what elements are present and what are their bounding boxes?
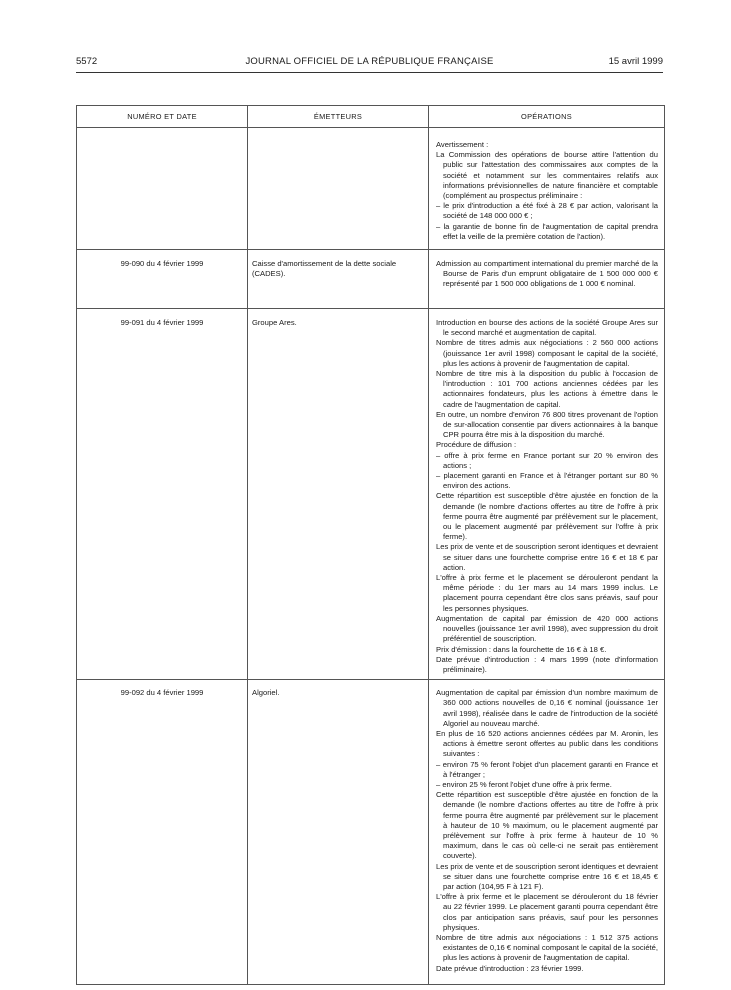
number-date-cell xyxy=(77,309,248,680)
number-date-cell xyxy=(77,128,248,250)
operation-paragraph: En outre, un nombre d'environ 76 800 titres provenant de l'option de sur-allocation consentie par divers actionnaires à la banque CPR pourra être mis à la disposition du marché. xyxy=(436,409,658,440)
operation-paragraph: – offre à prix ferme en France portant sur 20 % environ des actions ; xyxy=(436,450,658,470)
operations-cell xyxy=(429,680,665,985)
emitter-cell xyxy=(248,250,429,309)
operation-paragraph: – environ 25 % feront l'objet d'une offre à prix ferme. xyxy=(436,779,612,789)
table-row xyxy=(77,128,665,250)
operation-paragraph: Avertissement : xyxy=(436,140,489,149)
number-date-text: 99-091 du 4 février 1999 xyxy=(120,318,204,327)
operations-table xyxy=(76,105,665,985)
operation-paragraph: Prix d'émission : dans la fourchette de 16 € à 18 €. xyxy=(436,644,607,654)
operation-paragraph: Nombre de titre admis aux négociations : 1 512 375 actions existantes de 0,16 € nominal composant le capital de la société, plus les actions à provenir de l'augmentation de capital. xyxy=(436,932,658,963)
table-header-row xyxy=(77,106,665,128)
table-row xyxy=(77,309,665,680)
column-header-emitters: ÉMETTEURS xyxy=(248,106,429,128)
operations-cell xyxy=(429,250,665,309)
number-date-text: 99-090 du 4 février 1999 xyxy=(120,259,204,268)
operation-paragraph: Augmentation de capital par émission de 420 000 actions nouvelles (jouissance 1er avril 1998), avec suppression du droit préférentiel de souscription. xyxy=(436,613,658,644)
operation-paragraph: Introduction en bourse des actions de la société Groupe Ares sur le second marché et augmentation de capital. xyxy=(436,318,658,338)
operation-paragraph: Cette répartition est susceptible d'être ajustée en fonction de la demande (le nombre d'actions offertes au titre de l'offre à prix ferme pourra être augmenté par prélèvement sur le placement à hauteur de 10 % maximum, ou le placement augmenté par prélèvement sur l'offre à prix ferme à hauteur de 10 % maximum, dans le cas où celle-ci ne serait pas entièrement couverte). xyxy=(436,790,658,861)
operation-paragraph: – environ 75 % feront l'objet d'un placement garanti en France et à l'étranger ; xyxy=(436,759,658,779)
number-date-cell xyxy=(77,680,248,985)
emitter-text: Caisse d'amortissement de la dette sociale (CADES). xyxy=(252,259,397,279)
operation-paragraph: Augmentation de capital par émission d'un nombre maximum de 360 000 actions nouvelles de 0,16 € nominal (jouissance 1er avril 1998), réalisée dans le cadre de l'introduction de la société Algoriel au nouveau marché. xyxy=(436,688,658,728)
header-rule xyxy=(76,72,663,73)
column-header-number-date: NUMÉRO ET DATE xyxy=(77,106,248,128)
page-number: 5572 xyxy=(76,56,98,67)
operation-paragraph: – le prix d'introduction a été fixé à 28 € par action, valorisant la société de 148 000 000 € ; xyxy=(436,201,658,221)
emitter-text: Groupe Ares. xyxy=(252,318,297,327)
operation-paragraph: L'offre à prix ferme et le placement se dérouleront du 18 février au 22 février 1999. Le placement garanti pourra cependant être clos par anticipation sans préavis, sauf pour les personnes physiques. xyxy=(436,892,658,932)
operation-paragraph: La Commission des opérations de bourse attire l'attention du public sur l'attestation des commissaires aux comptes de la société et notamment sur les commentaires relatifs aux informations prévisionnelles de nature financière et comptable (complément au prospectus préliminaire : xyxy=(436,150,658,201)
journal-title: JOURNAL OFFICIEL DE LA RÉPUBLIQUE FRANÇAISE xyxy=(245,56,494,67)
operations-cell xyxy=(429,309,665,680)
operation-paragraph: L'offre à prix ferme et le placement se dérouleront pendant la même période : du 1er mars au 14 mars 1999 inclus. Le placement pourra cependant être clos sans préavis, sauf pour les personnes physiques. xyxy=(436,573,658,613)
operation-paragraph: – la garantie de bonne fin de l'augmentation de capital prendra effet la veille de la première cotation de l'action). xyxy=(436,221,658,241)
emitter-text: Algoriel. xyxy=(252,688,280,698)
page-header xyxy=(76,56,663,70)
table-row xyxy=(77,250,665,309)
table-row xyxy=(77,680,665,985)
operation-paragraph: Nombre de titre mis à la disposition du public à l'occasion de l'introduction : 101 700 actions anciennes cédées par les actionnaires fondateurs, plus les actions à émettre dans le cadre de l'augmentation de capital. xyxy=(436,369,658,409)
publication-date: 15 avril 1999 xyxy=(608,56,663,67)
operation-paragraph: Les prix de vente et de souscription seront identiques et devraient se situer dans une fourchette comprise entre 16 € et 18,45 € par action (104,95 F à 121 F). xyxy=(436,861,658,891)
operation-paragraph: Cette répartition est susceptible d'être ajustée en fonction de la demande (le nombre d'actions offertes au titre de l'offre à prix ferme pourra être augmenté par prélèvement sur le placement, ou le placement augmenté par prélèvement sur l'offre à prix ferme). xyxy=(436,491,658,542)
operation-paragraph: Procédure de diffusion : xyxy=(436,440,517,450)
emitter-cell xyxy=(248,309,429,680)
operation-paragraph: Date prévue d'introduction : 23 février 1999. xyxy=(436,963,584,973)
number-date-text: 99-092 du 4 février 1999 xyxy=(120,688,204,698)
number-date-cell xyxy=(77,250,248,309)
operation-paragraph: Date prévue d'introduction : 4 mars 1999 (note d'information préliminaire). xyxy=(436,654,658,674)
column-header-operations: OPÉRATIONS xyxy=(429,106,665,128)
operation-paragraph: Les prix de vente et de souscription seront identiques et devraient se situer dans une fourchette comprise entre 16 € et 18 € par action. xyxy=(436,542,658,572)
operation-paragraph: Admission au compartiment international du premier marché de la Bourse de Paris d'un emprunt obligataire de 1 500 000 000 € représenté par 1 500 000 obligations de 1 000 € nominal. xyxy=(436,259,658,289)
operation-paragraph: Nombre de titres admis aux négociations : 2 560 000 actions (jouissance 1er avril 1998) composant le capital de la société, plus les actions à provenir de l'augmentation de capital. xyxy=(436,338,658,368)
emitter-cell xyxy=(248,680,429,985)
number-date-text xyxy=(77,128,247,140)
operation-paragraph: – placement garanti en France et à l'étranger portant sur 80 % environ des actions. xyxy=(436,471,658,491)
operation-paragraph: En plus de 16 520 actions anciennes cédées par M. Aronin, les actions à émettre seront offertes au public dans les conditions suivantes : xyxy=(436,728,658,759)
emitter-text xyxy=(248,128,428,140)
emitter-cell xyxy=(248,128,429,250)
operations-cell xyxy=(429,128,665,250)
